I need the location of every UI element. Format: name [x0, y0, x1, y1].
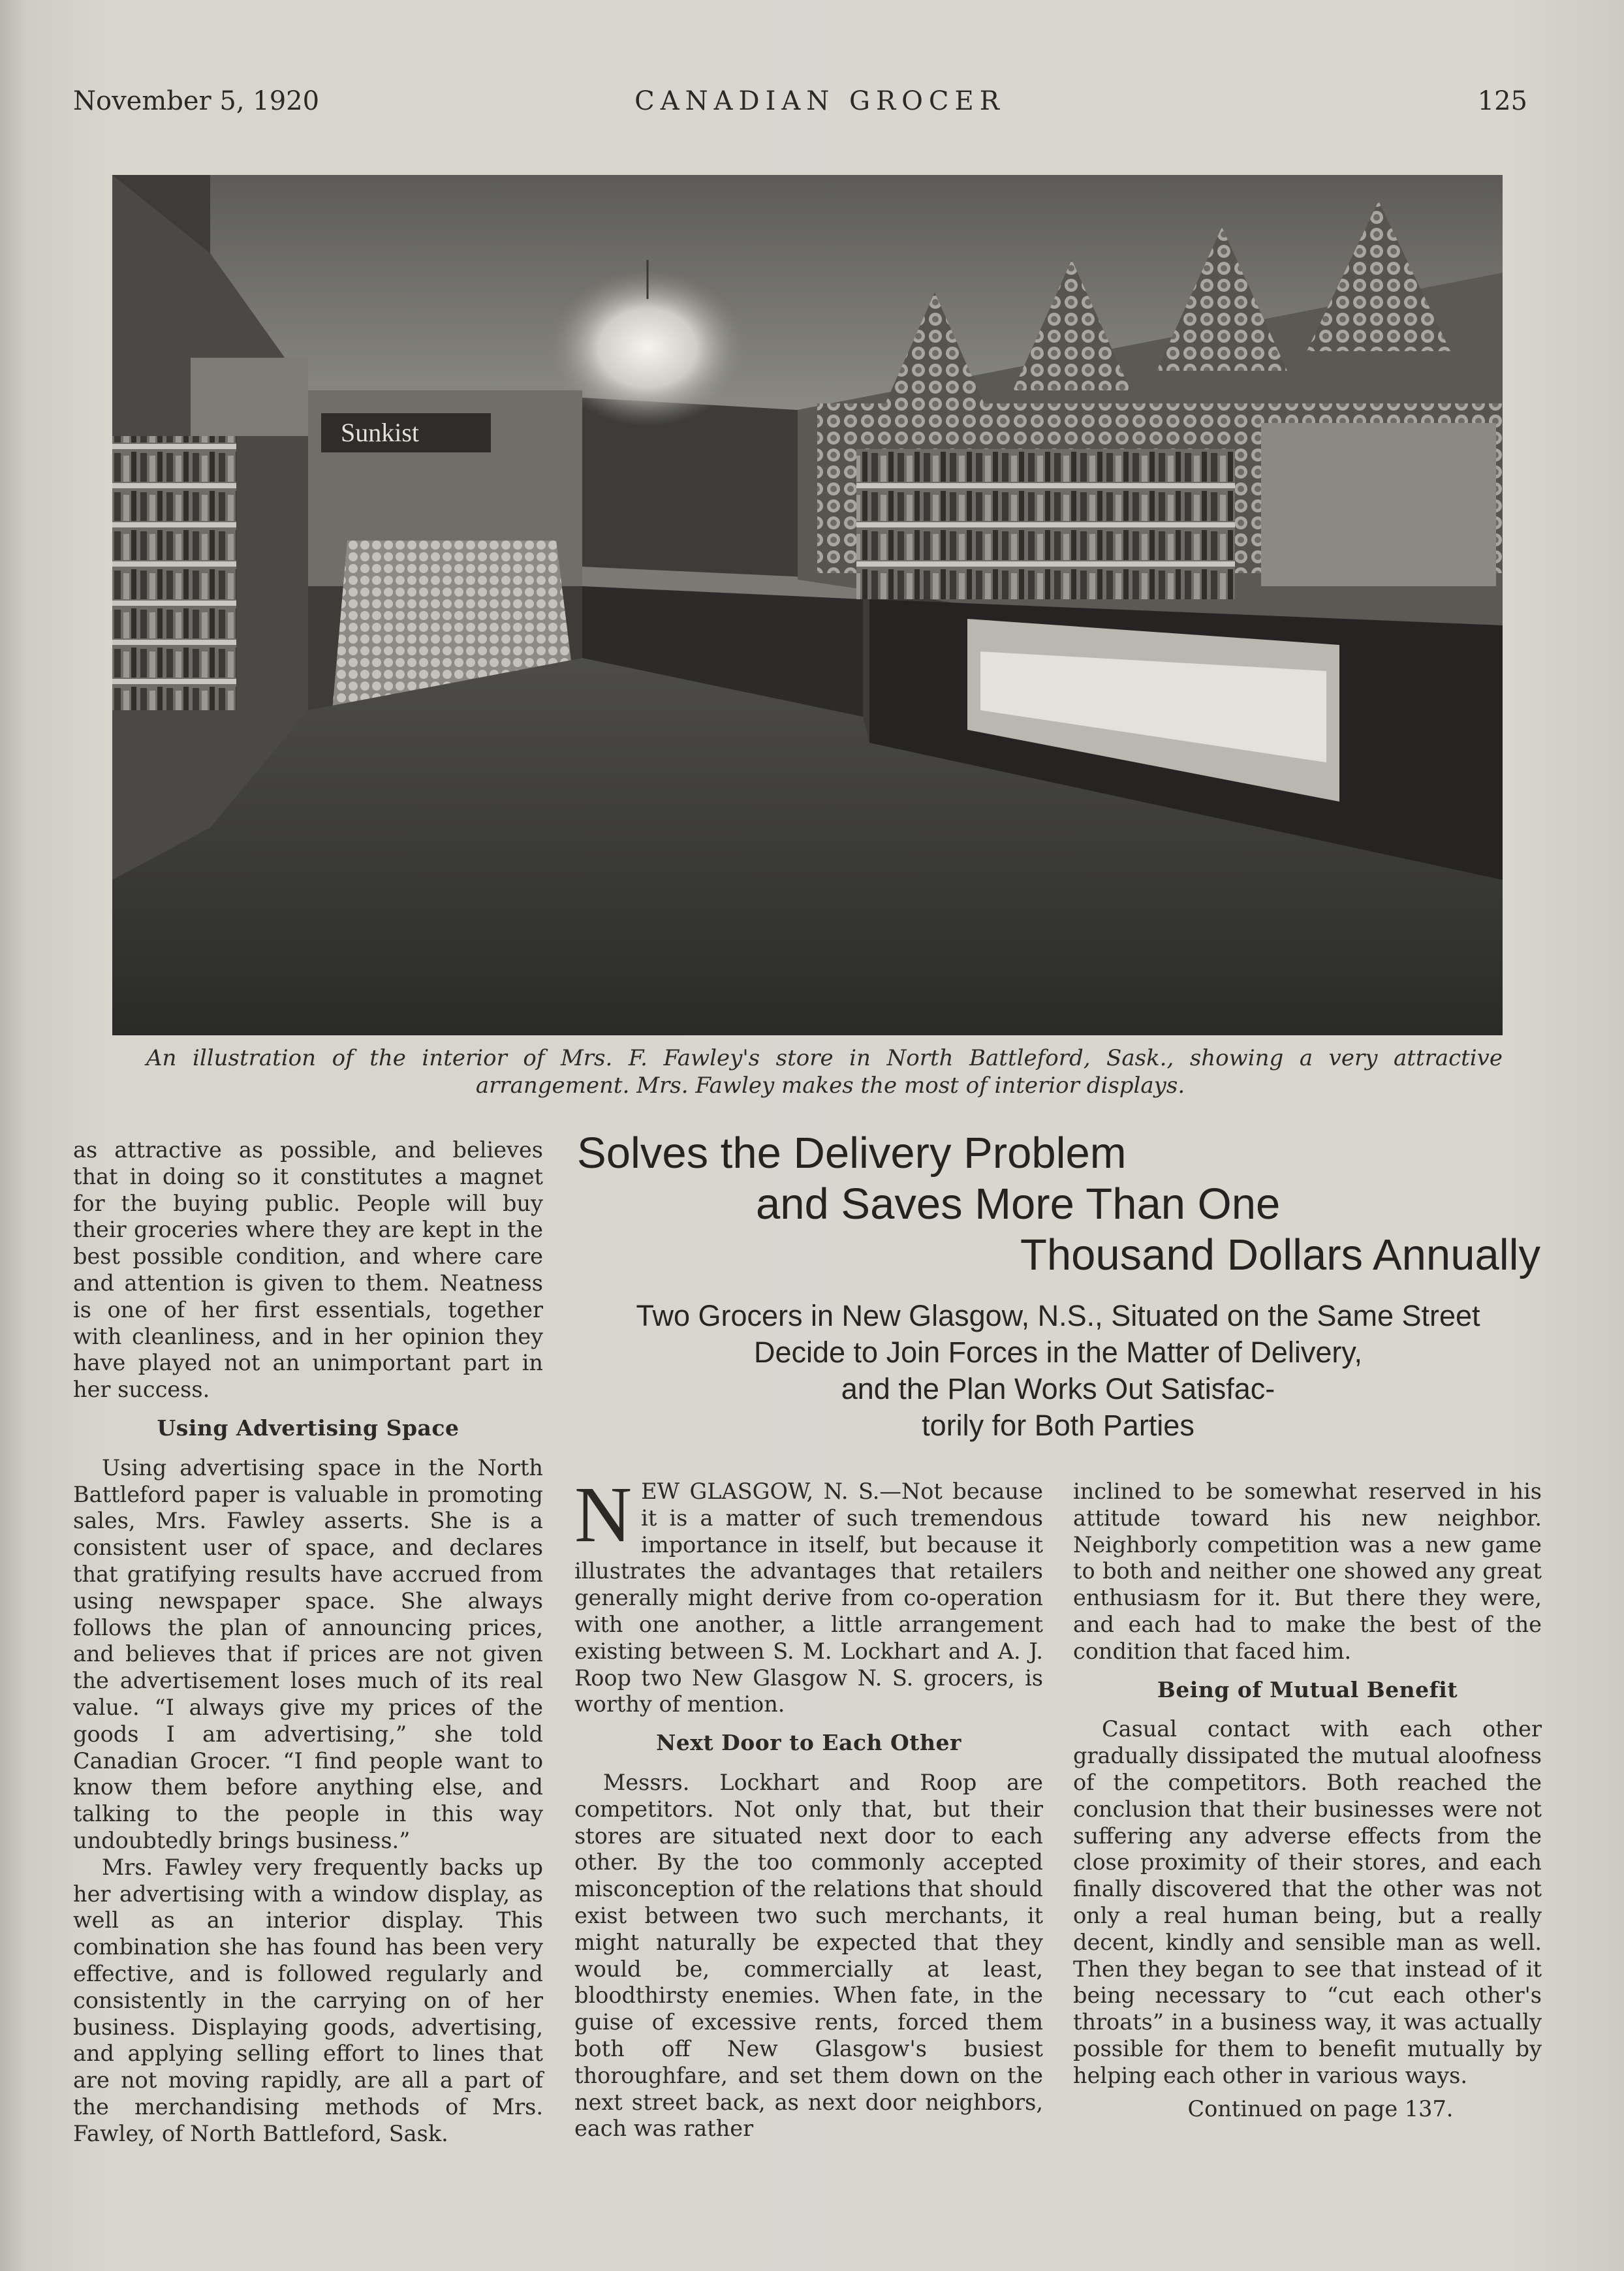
sunkist-sign: Sunkist [341, 418, 420, 447]
drop-cap: N [574, 1471, 632, 1559]
left-section-heading: Using Advertising Space [157, 1415, 460, 1441]
title-line-1: Solves the Delivery Problem [577, 1129, 1127, 1178]
subtitle-line-3: and the Plan Works Out Satisfac- [841, 1372, 1275, 1405]
right-section-heading: Being of Mutual Benefit [1157, 1676, 1458, 1702]
store-interior-photo [112, 175, 1503, 1035]
right-paragraph-2: Casual contact with each other gradually dissipated the mutual aloofness of the competitors. Both reached the conclusion that their businesses were not suffering any adverse effects from the close proximity of their stores, and each finally discovered that the other was not only a real human being, but a really decent, kindly and sensible man as well. Then they began to see that instead of it being necessary to “cut each other's throats” in a business way, it was actually possible for them to benefit mutually by helping each other in various ways. [1073, 1716, 1542, 2088]
mid-paragraph-2: Messrs. Lockhart and Roop are competitors. Not only that, but their stores are situated next door to each other. By the too commonly accepted misconception of the relations that should exist between two such merchants, it might naturally be expected that they would be, commercially at least, bloodthirsty enemies. When fate, in the guise of excessive rents, forced them both off New Glasgow's busiest thoroughfare, and set them down on the next street back, as next door neighbors, each was rather [574, 1769, 1043, 2142]
subtitle-line-2: Decide to Join Forces in the Matter of Delivery, [753, 1336, 1363, 1369]
mid-section-heading: Next Door to Each Other [656, 1730, 961, 1756]
caption-line-1: An illustration of the interior of Mrs. F. Fawley's store in North Battleford, Sask., showing a very attractive [146, 1045, 1503, 1071]
title-line-3: Thousand Dollars Annually [1020, 1230, 1540, 1279]
right-paragraph-1: inclined to be somewhat reserved in his attitude toward his new neighbor. Neighborly competition was a new game to both and neither one showed any great enthusiasm for it. But there they were, and each had to make the best of the condition that faced him. [1073, 1479, 1542, 1664]
mid-paragraph-1 [574, 1471, 1043, 1718]
article-subtitle [574, 1298, 1542, 1444]
issue-date: November 5, 1920 [73, 86, 320, 116]
subtitle-line-4: torily for Both Parties [922, 1409, 1195, 1442]
left-paragraph-3: Mrs. Fawley very frequently backs up her advertising with a window display, as well as an interior display. This combination she has found has been very effective, and is followed regularly and consistently in the carrying on of her business. Displaying goods, advertising, and applying selling effort to lines that are not moving rapidly, are all a part of the merchandising methods of Mrs. Fawley, of North Battleford, Sask. [73, 1854, 543, 2146]
middle-column [574, 1471, 1043, 2142]
left-paragraph-1: as attractive as possible, and believes that in doing so it constitutes a magnet for the buying public. People will buy their groceries where they are kept in the best possible condition, and where care and attention is given to them. Neatness is one of her first essentials, together with cleanliness, and in her opinion they have played not an unimportant part in her success. [73, 1137, 543, 1403]
page-number: 125 [1477, 86, 1527, 116]
article-title [574, 1128, 1542, 1281]
publication-name: CANADIAN GROCER [634, 86, 1005, 116]
left-column [73, 1137, 543, 2147]
left-paragraph-2: Using advertising space in the North Battleford paper is valuable in promoting sales, Mrs. Fawley asserts. She is a consistent user of space, and declares that gratifying results have accrued from using newspaper space. She always follows the plan of announcing prices, and believes that if prices are not given the advertisement loses much of its real value. “I always give my prices of the goods I am advertising,” she told Canadian Grocer. “I find people want to know them before anything else, and talking to the people in this way undoubtedly brings business.” [73, 1454, 543, 1853]
photo-caption [112, 1044, 1503, 1099]
caption-line-2: arrangement. Mrs. Fawley makes the most of interior displays. [475, 1073, 1185, 1099]
mid-paragraph-1-text: EW GLASGOW, N. S.—Not because it is a matter of such tremendous importance in itself, but because it illustrates the advantages that retailers generally might derive from co-operation with one another, a little arrangement existing between S. M. Lockhart and A. J. Roop two New Glasgow N. S. grocers, is worthy of mention. [574, 1479, 1043, 1717]
continued-note: Continued on page 137. [1187, 2095, 1454, 2122]
right-column [1073, 1479, 1542, 2122]
subtitle-line-1: Two Grocers in New Glasgow, N.S., Situated on the Same Street [636, 1299, 1480, 1332]
title-line-2: and Saves More Than One [756, 1180, 1281, 1229]
page-header [0, 86, 1624, 125]
